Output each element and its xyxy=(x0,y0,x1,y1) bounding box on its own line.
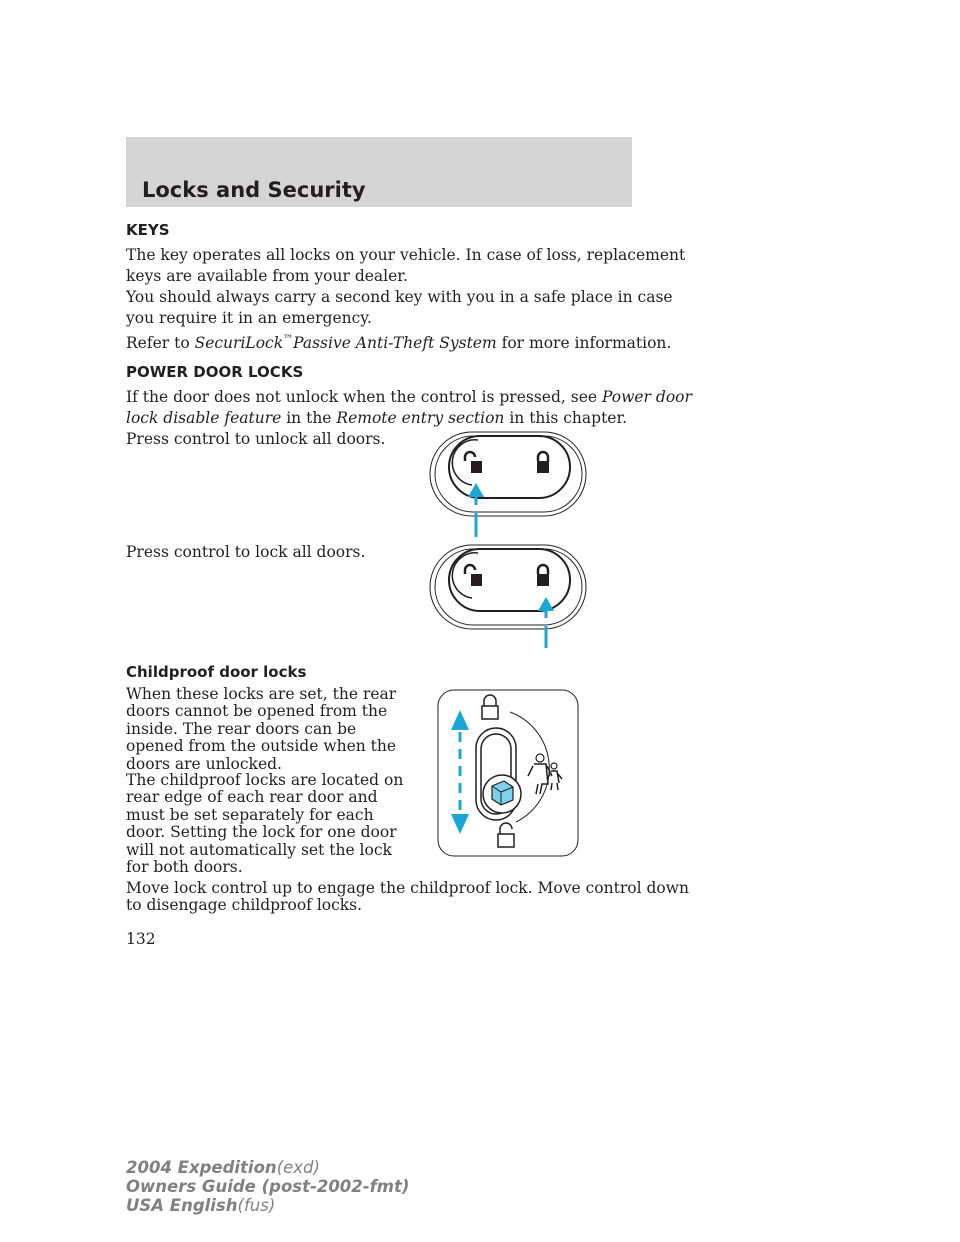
lock-instruction: Press control to lock all doors. xyxy=(126,543,366,561)
childproof-lock-icon xyxy=(436,688,580,858)
childproof-paragraph-1 xyxy=(126,686,396,773)
childproof-paragraph-2 xyxy=(126,772,403,876)
footer-line-1 xyxy=(126,1158,409,1177)
text-run: If the door does not unlock when the control is pressed, see xyxy=(126,388,602,406)
text-run: in the xyxy=(281,409,337,427)
text-line: to disengage childproof locks. xyxy=(126,896,363,915)
footer-code: (fus) xyxy=(237,1196,276,1215)
text-line: You should always carry a second key with you in a safe place in case xyxy=(126,288,673,306)
cross-reference: Remote entry section xyxy=(336,409,505,427)
text-line: for both doors. xyxy=(126,858,243,877)
unlock-switch-icon xyxy=(424,427,592,539)
power-paragraph xyxy=(126,387,692,429)
text-run: for more information. xyxy=(496,334,672,353)
cross-reference: lock disable feature xyxy=(126,409,282,427)
text-line: opened from the outside when the xyxy=(126,737,397,756)
footer-line-3 xyxy=(126,1196,409,1215)
text-line xyxy=(126,387,692,408)
securilock-term: SecuriLock xyxy=(194,334,284,353)
cross-reference: Power door xyxy=(601,388,692,406)
text-line xyxy=(126,408,692,429)
text-line: The childproof locks are located on xyxy=(126,771,404,789)
document-footer xyxy=(126,1158,409,1215)
section-title: Locks and Security xyxy=(142,178,366,202)
footer-language: USA English xyxy=(126,1196,238,1215)
text-line: The key operates all locks on your vehicle. In case of loss, replacement xyxy=(126,246,686,264)
text-run: in this chapter. xyxy=(504,409,628,427)
anti-theft-term: Passive Anti-Theft System xyxy=(293,334,497,353)
keys-paragraph-2 xyxy=(126,287,673,329)
text-line: must be set separately for each xyxy=(126,805,374,824)
keys-heading: KEYS xyxy=(126,221,170,239)
footer-guide: Owners Guide (post-2002-fmt) xyxy=(126,1177,410,1196)
power-door-locks-heading: POWER DOOR LOCKS xyxy=(126,363,304,381)
keys-paragraph-1 xyxy=(126,245,685,287)
footer-line-2 xyxy=(126,1177,409,1196)
text-line: will not automatically set the lock xyxy=(126,840,392,859)
lock-switch-icon xyxy=(424,540,592,650)
childproof-heading: Childproof door locks xyxy=(126,663,307,681)
text-line: Move lock control up to engage the childproof lock. Move control down xyxy=(126,879,689,897)
text-line: doors are unlocked. xyxy=(126,754,282,773)
text-run: Refer to xyxy=(126,334,195,353)
text-line: keys are available from your dealer. xyxy=(126,267,408,285)
trademark-symbol: ™ xyxy=(283,334,294,345)
text-line: rear edge of each rear door and xyxy=(126,788,378,807)
text-line: inside. The rear doors can be xyxy=(126,719,357,738)
unlock-instruction: Press control to unlock all doors. xyxy=(126,430,386,448)
text-line: When these locks are set, the rear xyxy=(126,685,397,703)
text-line: doors cannot be opened from the xyxy=(126,702,388,721)
page-number: 132 xyxy=(126,930,156,948)
keys-paragraph-3 xyxy=(126,329,671,354)
text-line: door. Setting the lock for one door xyxy=(126,823,397,842)
text-line: you require it in an emergency. xyxy=(126,309,372,327)
footer-code: (exd) xyxy=(276,1158,320,1177)
childproof-paragraph-3 xyxy=(126,880,689,915)
footer-model: 2004 Expedition xyxy=(126,1158,277,1177)
